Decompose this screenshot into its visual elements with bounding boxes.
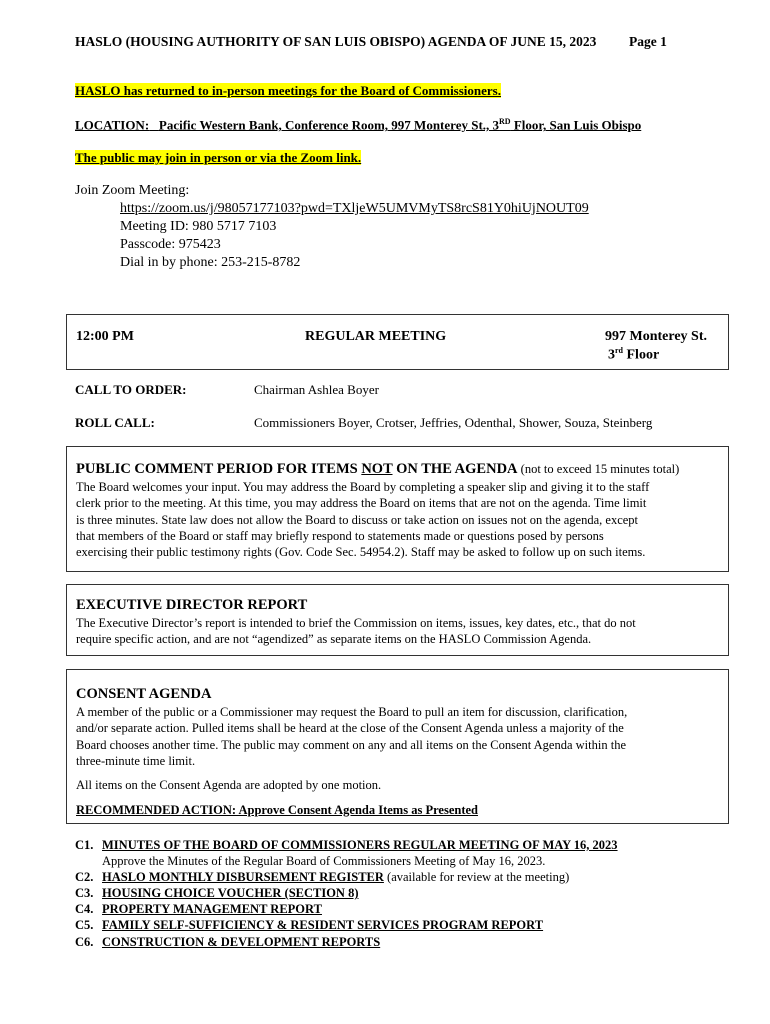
- location-line: LOCATION: Pacific Western Bank, Conference Room, 997 Monterey St., 3RD Floor, San Luis Obispo: [75, 117, 642, 133]
- roll-call-value: Commissioners Boyer, Crotser, Jeffries, Odenthal, Shower, Souza, Steinberg: [254, 415, 653, 430]
- public-comment-body: The Board welcomes your input. You may address the Board by completing a speaker slip and giving it to the staff clerk prior to the meeting. At this time, you may address the Board on items that are not on the agenda. Time limit is three minutes. State law does not allow the Board to discuss or take action on issues not on the agenda, except that members of the Board or staff may briefly respond to statements made or questions posed by persons exercising their public testimony rights (Gov. Code Sec. 54954.2). Staff may be asked to follow up on such items.: [76, 480, 650, 560]
- consent-one-motion: All items on the Consent Agenda are adopted by one motion.: [76, 778, 382, 792]
- page-header-title: HASLO (HOUSING AUTHORITY OF SAN LUIS OBISPO) AGENDA OF JUNE 15, 2023: [75, 34, 597, 49]
- zoom-passcode: Passcode: 975423: [120, 237, 221, 252]
- roll-call-label: ROLL CALL:: [75, 415, 155, 430]
- consent-item-c5: C5. FAMILY SELF-SUFFICIENCY & RESIDENT SERVICES PROGRAM REPORT: [75, 918, 544, 932]
- consent-item-title: PROPERTY MANAGEMENT REPORT: [102, 902, 322, 916]
- meeting-floor: 3rd Floor: [608, 346, 660, 363]
- recommended-action: RECOMMENDED ACTION: Approve Consent Agenda Items as Presented: [76, 803, 478, 817]
- executive-report-heading: EXECUTIVE DIRECTOR REPORT: [76, 597, 308, 613]
- executive-report-body: The Executive Director’s report is intended to brief the Commission on items, issues, key dates, etc., that do not require specific action, and are not “agendized” as separate items on the HASLO Commission Agenda.: [76, 616, 636, 647]
- consent-item-title: CONSTRUCTION & DEVELOPMENT REPORTS: [102, 935, 381, 949]
- meeting-type: REGULAR MEETING: [305, 329, 447, 344]
- meeting-time: 12:00 PM: [76, 329, 134, 344]
- executive-report-box: [66, 584, 729, 656]
- consent-item-title: HOUSING CHOICE VOUCHER (SECTION 8): [102, 886, 359, 900]
- public-comment-heading: PUBLIC COMMENT PERIOD FOR ITEMS NOT ON THE AGENDA (not to exceed 15 minutes total): [76, 461, 680, 477]
- zoom-link[interactable]: https://zoom.us/j/98057177103?pwd=TXljeW5UMVMyTS8rcS81Y0hiUjNOUT09: [120, 201, 589, 216]
- consent-item-title: HASLO MONTHLY DISBURSEMENT REGISTER: [102, 870, 384, 884]
- call-to-order-label: CALL TO ORDER:: [75, 382, 187, 397]
- consent-agenda-box: [66, 669, 729, 824]
- meeting-info-box: [66, 314, 729, 370]
- consent-item-title: MINUTES OF THE BOARD OF COMMISSIONERS REGULAR MEETING OF MAY 16, 2023: [102, 838, 618, 852]
- consent-item-title: FAMILY SELF-SUFFICIENCY & RESIDENT SERVICES PROGRAM REPORT: [102, 918, 544, 932]
- page-number: Page 1: [629, 34, 667, 49]
- meeting-address: 997 Monterey St.: [605, 329, 707, 344]
- public-comment-box: [66, 446, 729, 572]
- consent-item-c6: C6. CONSTRUCTION & DEVELOPMENT REPORTS: [75, 935, 381, 949]
- in-person-notice: HASLO has returned to in-person meetings for the Board of Commissioners.: [75, 83, 501, 98]
- consent-item-c2: C2. HASLO MONTHLY DISBURSEMENT REGISTER (available for review at the meeting): [75, 870, 570, 884]
- zoom-dial-in: Dial in by phone: 253-215-8782: [120, 255, 301, 270]
- public-join-notice: The public may join in person or via the Zoom link.: [75, 150, 362, 165]
- consent-agenda-heading: CONSENT AGENDA: [76, 686, 212, 702]
- call-to-order-value: Chairman Ashlea Boyer: [254, 382, 379, 397]
- consent-item-c1: C1. MINUTES OF THE BOARD OF COMMISSIONERS REGULAR MEETING OF MAY 16, 2023: [75, 838, 618, 852]
- location-address: Pacific Western Bank, Conference Room, 997 Monterey St., 3: [158, 117, 500, 133]
- consent-item-c1-description: Approve the Minutes of the Regular Board of Commissioners Meeting of May 16, 2023.: [102, 854, 546, 868]
- consent-item-c4: C4. PROPERTY MANAGEMENT REPORT: [75, 902, 322, 916]
- consent-agenda-body: A member of the public or a Commissioner may request the Board to pull an item for discussion, clarification, and/or separate action. Pulled items shall be heard at the close of the Consent Agenda unless a majority of the Board chooses another time. The public may comment on any and all items on the Consent Agenda within the three-minute time limit.: [76, 705, 628, 768]
- zoom-meeting-id: Meeting ID: 980 5717 7103: [120, 219, 277, 234]
- zoom-heading: Join Zoom Meeting:: [75, 183, 190, 198]
- location-label: LOCATION:: [75, 117, 150, 133]
- consent-item-c3: C3. HOUSING CHOICE VOUCHER (SECTION 8): [75, 886, 359, 900]
